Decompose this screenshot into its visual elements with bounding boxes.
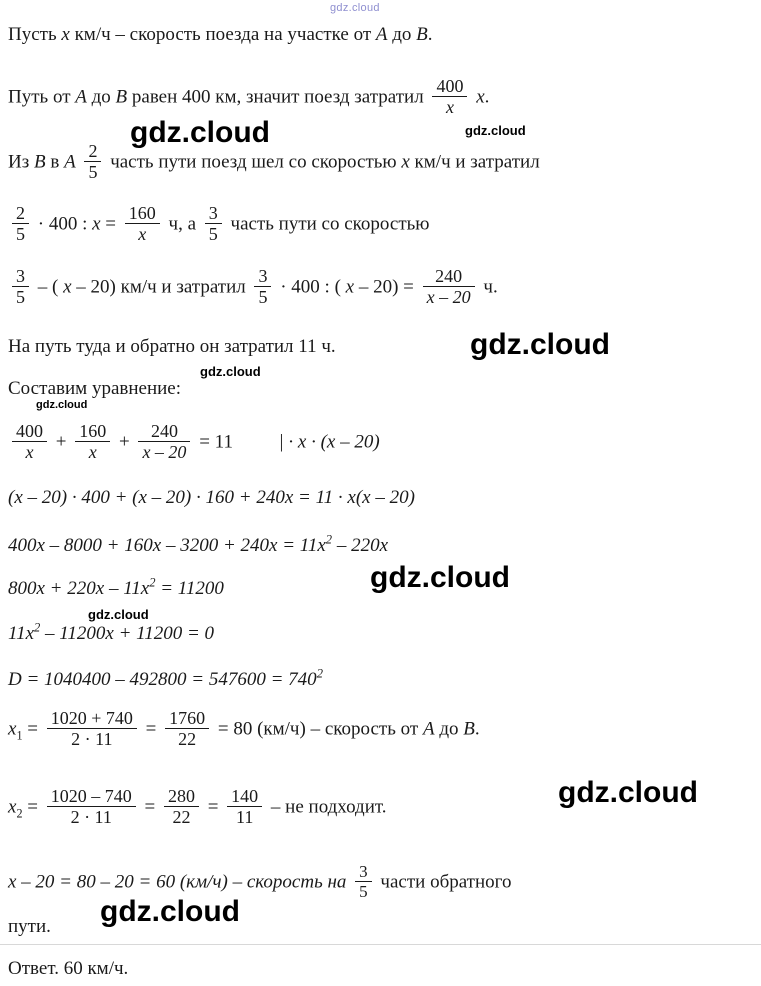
line15-equals-3: = [207, 796, 219, 818]
line2-part-d: . [484, 86, 490, 108]
line14-do: до [439, 718, 459, 740]
fraction-240-over-x-minus-20 [138, 422, 190, 463]
line5-part-a: – ( [37, 276, 59, 298]
fraction-140-over-11 [227, 787, 262, 828]
line13-exponent: 2 [316, 666, 323, 681]
fraction-denominator: 5 [355, 881, 372, 902]
line1-part-b: км/ч – скорость поезда на участке от [74, 24, 372, 45]
equation-line-15 [8, 788, 387, 829]
line14-rest: = 80 (км/ч) – скорость от [217, 718, 419, 740]
line11-part-a: 800x + 220x – 11x [8, 578, 150, 599]
watermark: gdz.cloud [200, 364, 261, 379]
line15-rest: – не подходит. [270, 796, 387, 818]
fraction-160-over-x [75, 422, 110, 463]
watermark: gdz.cloud [465, 123, 526, 138]
fraction-denominator: 5 [205, 223, 222, 245]
fraction-denominator: x [75, 441, 110, 463]
line12-exponent: 2 [34, 620, 41, 635]
equation-line-14 [8, 710, 480, 751]
line4-part-a: · 400 : [37, 213, 88, 235]
line3-var-x: x [401, 151, 410, 173]
line1-part-c: до [392, 24, 412, 45]
answer-line: Ответ. 60 км/ч. [8, 958, 129, 979]
line15-equals-1: = [27, 796, 38, 818]
line14-subscript: 1 [16, 728, 23, 743]
fraction-numerator: 3 [359, 862, 368, 881]
watermark: gdz.cloud [88, 607, 149, 622]
line2-part-b: до [91, 86, 111, 108]
line10-part-b: – 220x [336, 535, 388, 556]
fraction-denominator: 22 [165, 728, 209, 750]
line4-part-c: часть пути со скоростью [230, 213, 430, 235]
text-line-2 [8, 78, 489, 119]
line3-point-b: B [33, 151, 46, 173]
fraction-numerator: 400 [16, 421, 43, 441]
fraction-denominator: 5 [84, 161, 101, 183]
watermark: gdz.cloud [36, 399, 88, 411]
line15-subscript: 2 [16, 806, 23, 821]
equation-line-8 [8, 423, 380, 464]
fraction-denominator: x [12, 441, 47, 463]
divider [0, 944, 761, 945]
line2-part-a: Путь от [8, 86, 71, 108]
fraction-denominator: 2 · 11 [47, 806, 136, 828]
watermark: gdz.cloud [130, 116, 270, 149]
line8-condition: | · x · (x – 20) [278, 431, 380, 453]
fraction-240-over-x-minus-20 [423, 267, 475, 308]
line2-point-b: B [115, 86, 128, 108]
equation-line-11 [8, 575, 224, 600]
fraction-numerator: 3 [258, 266, 268, 286]
line14-point-a: A [422, 718, 435, 740]
line16-part-a: x – 20 = 80 – 20 = 60 (км/ч) – скорость на [8, 871, 347, 893]
line5-part-d: – 20) = [358, 276, 414, 298]
line12-part-b: – 11200x + 11200 = 0 [45, 623, 215, 644]
line8-plus-1: + [55, 431, 67, 453]
fraction-numerator: 400 [436, 76, 464, 96]
fraction-numerator: 2 [88, 141, 98, 161]
line15-equals-2: = [144, 796, 156, 818]
watermark: gdz.cloud [370, 561, 510, 594]
line3-point-a: A [64, 151, 76, 173]
line16-part-b: части обратного [380, 871, 512, 893]
fraction-160-over-x [125, 204, 160, 245]
text-line-16 [8, 864, 511, 902]
line10-part-a: 400x – 8000 + 160x – 3200 + 240x = 11x [8, 535, 326, 556]
line5-part-c: · 400 : ( [280, 276, 341, 298]
fraction-2-over-5 [12, 204, 29, 245]
line14-dot: . [474, 718, 480, 740]
line4-equals: = [105, 213, 117, 235]
fraction-numerator: 1020 + 740 [50, 708, 133, 728]
line4-var-x: x [92, 213, 101, 235]
fraction-denominator: x [432, 96, 467, 118]
fraction-280-over-22 [164, 787, 199, 828]
fraction-numerator: 1020 – 740 [50, 786, 132, 806]
fraction-denominator: x [125, 223, 160, 245]
line5-var-x: x [63, 276, 72, 298]
line2-part-c: равен 400 км, значит поезд затратил [131, 86, 424, 108]
line5-var-x2: x [345, 276, 355, 298]
line2-point-a: A [75, 86, 87, 108]
line1-part-a: Пусть [8, 24, 57, 45]
fraction-3-over-5 [12, 267, 29, 308]
watermark: gdz.cloud [100, 895, 240, 928]
watermark: gdz.cloud [470, 328, 610, 361]
equation-line-9: (x – 20) · 400 + (x – 20) · 160 + 240x = 11 · x(x – 20) [8, 487, 415, 508]
fraction-numerator: 160 [79, 421, 107, 441]
fraction-denominator: 2 · 11 [47, 728, 137, 750]
fraction-1020-minus-740-over-2x11 [47, 787, 136, 828]
fraction-numerator: 280 [167, 786, 195, 806]
fraction-400-over-x [432, 77, 467, 118]
fraction-denominator: x – 20 [138, 441, 190, 463]
line3-part-a: Из [8, 151, 30, 173]
fraction-denominator: 5 [12, 286, 29, 308]
fraction-denominator: 5 [12, 223, 29, 245]
fraction-3-over-5 [355, 863, 372, 901]
watermark: gdz.cloud [558, 776, 698, 809]
line1-var-x: x [61, 24, 70, 45]
line11-part-b: = 11200 [160, 578, 224, 599]
fraction-400-over-x [12, 422, 47, 463]
line5-part-b: – 20) км/ч и затратил [76, 276, 246, 298]
line10-exponent: 2 [325, 532, 333, 547]
fraction-1760-over-22 [165, 709, 209, 750]
line8-plus-2: + [118, 431, 130, 453]
fraction-numerator: 3 [16, 266, 25, 286]
line15-var-x: x [8, 796, 17, 818]
fraction-2-over-5 [84, 142, 101, 183]
fraction-denominator: 5 [254, 286, 271, 308]
text-line-1 [8, 24, 433, 46]
line14-point-b: B [463, 718, 475, 740]
line2-var-x: x [476, 86, 485, 108]
site-logo: gdz.cloud [330, 2, 380, 14]
line14-equals-2: = [145, 718, 157, 740]
line3-part-d: км/ч и затратил [414, 151, 540, 173]
fraction-numerator: 3 [208, 203, 218, 223]
fraction-numerator: 140 [231, 786, 259, 806]
text-line-17: пути. [8, 916, 51, 937]
line14-var-x: x [8, 718, 17, 740]
text-line-4 [8, 205, 430, 246]
equation-line-10 [8, 532, 388, 557]
fraction-numerator: 240 [150, 421, 178, 441]
fraction-numerator: 1760 [169, 708, 206, 728]
line1-point-b: B [416, 24, 428, 45]
line5-part-e: ч. [483, 276, 498, 298]
text-line-6: На путь туда и обратно он затратил 11 ч. [8, 336, 336, 357]
text-line-7: Составим уравнение: [8, 378, 182, 399]
line4-part-b: ч, а [168, 213, 197, 235]
equation-line-12 [8, 620, 215, 645]
line8-equals-11: = 11 [199, 431, 233, 453]
line3-part-b: в [50, 151, 60, 173]
line12-part-a: 11x [8, 623, 35, 644]
text-line-3 [8, 143, 540, 184]
fraction-numerator: 160 [128, 203, 156, 223]
fraction-denominator: 11 [227, 806, 262, 828]
fraction-denominator: 22 [164, 806, 199, 828]
fraction-1020-plus-740-over-2x11 [47, 709, 137, 750]
fraction-denominator: x – 20 [423, 286, 475, 308]
line1-part-d: . [427, 24, 433, 45]
fraction-3-over-5 [254, 267, 271, 308]
line13-part-a: D = 1040400 – 492800 = 547600 = 740 [8, 669, 317, 690]
line1-point-a: A [375, 24, 388, 45]
fraction-3-over-5 [205, 204, 222, 245]
equation-line-13 [8, 666, 323, 691]
line14-equals-1: = [27, 718, 38, 740]
line3-part-c: часть пути поезд шел со скоростью [110, 151, 397, 173]
line11-exponent: 2 [149, 575, 156, 590]
text-line-5 [8, 268, 498, 309]
fraction-numerator: 240 [435, 266, 463, 286]
fraction-numerator: 2 [16, 203, 25, 223]
